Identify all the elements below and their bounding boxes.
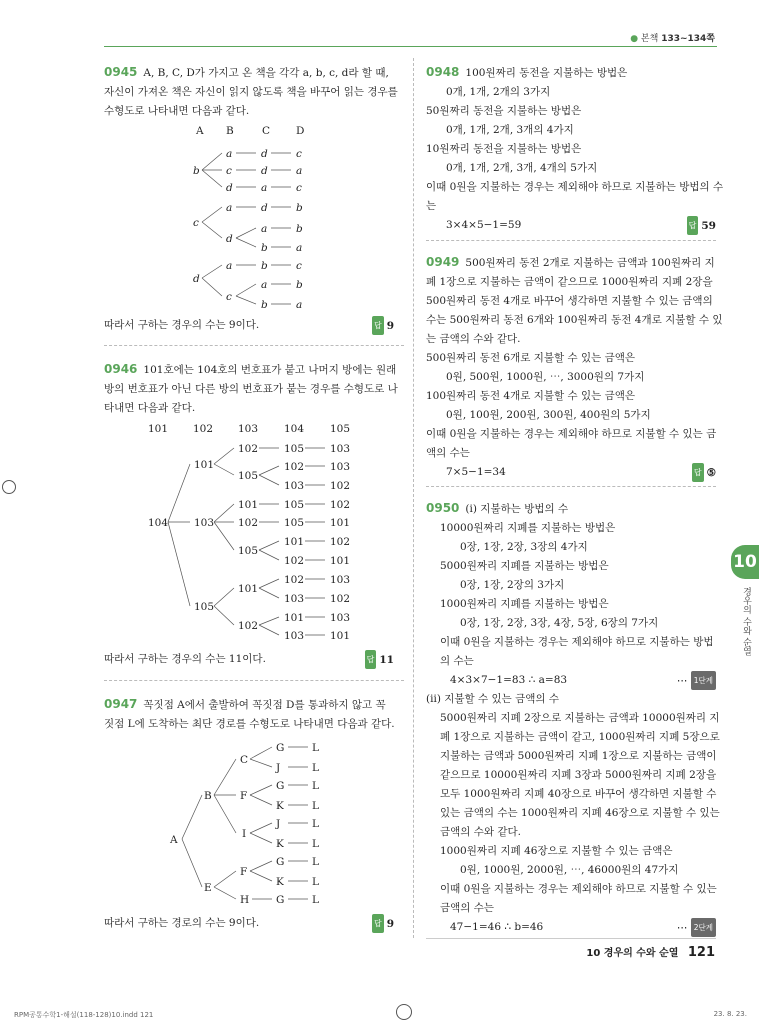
text-line: 0장, 1장, 2장의 3가지 [460, 579, 565, 591]
svg-text:d: d [226, 233, 233, 245]
svg-text:L: L [312, 818, 319, 830]
svg-text:101: 101 [148, 423, 169, 435]
svg-text:d: d [261, 165, 268, 177]
section-divider [426, 486, 716, 487]
svg-text:G: G [276, 742, 285, 754]
svg-text:102: 102 [284, 461, 305, 473]
svg-text:a: a [261, 182, 268, 194]
col-header: D [296, 125, 305, 137]
text-line: 0개, 1개, 2개, 3개의 4가지 [446, 124, 574, 136]
text-line: 금액의 수와 같다. [440, 826, 522, 838]
svg-text:K: K [276, 838, 284, 850]
text-line: A, B, C, D가 가지고 온 책을 각각 a, b, c, d라 할 때, [143, 67, 389, 79]
col-header: C [262, 125, 271, 137]
step-badge: 2단계 [691, 918, 716, 937]
svg-text:103: 103 [330, 461, 351, 473]
svg-text:a: a [296, 165, 303, 177]
svg-text:a: a [226, 148, 233, 160]
problem-0946 [104, 360, 404, 418]
problem-number: 0950 [426, 501, 460, 515]
svg-text:F: F [240, 866, 248, 878]
answer-badge: 답 [372, 914, 384, 933]
chapter-tab-number: 10 [731, 545, 759, 579]
text-line: 0개, 1개, 2개의 3가지 [446, 86, 551, 98]
text-line: 0장, 1장, 2장, 3장, 4장, 5장, 6장의 7가지 [460, 617, 659, 629]
svg-text:L: L [312, 838, 319, 850]
svg-text:E: E [204, 882, 212, 894]
text-line: 0원, 1000원, 2000원, ⋯, 46000원의 47가지 [460, 864, 679, 876]
answer-value: 59 [701, 220, 716, 232]
svg-text:A: A [170, 834, 178, 846]
svg-text:J: J [276, 818, 281, 830]
svg-text:102: 102 [238, 443, 259, 455]
svg-text:101: 101 [284, 612, 305, 624]
page-number: 121 [687, 945, 715, 960]
svg-text:b: b [296, 279, 303, 291]
svg-text:105: 105 [330, 423, 351, 435]
text-line: 꼭짓점 A에서 출발하여 꼭짓점 D를 통과하지 않고 꼭 [143, 699, 386, 711]
text-line: 지불하는 금액과 5000원짜리 지폐 1장으로 지불하는 금액이 [440, 750, 717, 762]
svg-text:102: 102 [330, 536, 351, 548]
equation: 7×5−1=34 [446, 466, 506, 478]
svg-text:G: G [276, 894, 285, 906]
text-line: 자신이 가져온 책은 자신이 읽지 않도록 책을 바꾸어 읽는 경우를 [104, 86, 398, 98]
svg-text:102: 102 [330, 480, 351, 492]
svg-text:104: 104 [284, 423, 305, 435]
text-line: 폐 1장으로 지불하는 금액이 같으므로 1000원짜리 지폐 2장을 [426, 276, 713, 288]
text-line: 짓점 L에 도착하는 최단 경로를 수형도로 나타내면 다음과 같다. [104, 718, 395, 730]
text-line: 0원, 100원, 200원, 300원, 400원의 5가지 [446, 409, 651, 421]
conclusion-0945 [104, 316, 394, 335]
header-page-ref [630, 31, 715, 44]
svg-text:103: 103 [238, 423, 259, 435]
text-line: 500원짜리 동전 2개로 지불하는 금액과 100원짜리 지 [465, 257, 715, 269]
text-line: 이때 0원을 지불하는 경우는 제외해야 하므로 지불할 수 있는 금 [426, 428, 717, 440]
answer-value: 9 [386, 918, 394, 930]
svg-text:c: c [193, 217, 199, 229]
svg-text:105: 105 [284, 443, 305, 455]
svg-text:104: 104 [148, 517, 169, 529]
svg-text:d: d [261, 148, 268, 160]
text-line: (ⅱ) 지불할 수 있는 금액의 수 [426, 693, 560, 705]
text-line: 100원짜리 동전을 지불하는 방법은 [465, 67, 628, 79]
conclusion-0946 [104, 650, 394, 669]
svg-text:L: L [312, 876, 319, 888]
problem-0945 [104, 63, 404, 121]
text-line: 50원짜리 동전을 지불하는 방법은 [426, 105, 582, 117]
svg-text:H: H [240, 894, 250, 906]
text-line: 이때 0원을 지불하는 경우는 제외해야 하므로 지불할 수 있는 [440, 883, 717, 895]
svg-text:c: c [296, 182, 302, 194]
text-line: 액의 수는 [426, 447, 470, 459]
svg-text:102: 102 [193, 423, 214, 435]
svg-text:L: L [312, 894, 319, 906]
col-header: A [196, 125, 204, 137]
svg-text:G: G [276, 856, 285, 868]
text-line: 같으므로 10000원짜리 지폐 3장과 5000원짜리 지폐 2장을 [440, 769, 717, 781]
svg-text:K: K [276, 800, 284, 812]
svg-text:102: 102 [330, 499, 351, 511]
svg-text:101: 101 [330, 517, 351, 529]
svg-text:103: 103 [284, 630, 305, 642]
conclusion-text: 따라서 구하는 경우의 수는 9이다. [104, 319, 260, 331]
section-divider [426, 240, 716, 241]
answer-badge: 답 [692, 463, 704, 482]
date-text: 23. 8. 23. [713, 1010, 747, 1018]
text-line: 0개, 1개, 2개, 3개, 4개의 5가지 [446, 162, 598, 174]
column-divider [413, 58, 414, 938]
svg-text:b: b [261, 242, 268, 254]
text-line: 수는 500원짜리 동전 6개와 100원짜리 동전 4개로 지불할 수 있 [426, 314, 723, 326]
tree-diagram-0947 [104, 735, 404, 910]
conclusion-0947 [104, 914, 394, 933]
text-line: 모두 1000원짜리 지폐 40장으로 바꾸어 생각하면 지불할 수 [440, 788, 717, 800]
svg-text:c: c [296, 260, 302, 272]
problem-0948 [426, 63, 724, 235]
svg-text:a: a [296, 242, 303, 254]
svg-text:B: B [204, 790, 212, 802]
svg-text:c: c [226, 291, 232, 303]
file-name: RPM공통수학1-해설(118-128)10.indd 121 [14, 1011, 154, 1019]
svg-text:a: a [226, 202, 233, 214]
svg-text:G: G [276, 780, 285, 792]
svg-text:c: c [226, 165, 232, 177]
svg-text:F: F [240, 790, 248, 802]
equation: 3×4×5−1=59 [446, 219, 522, 231]
text-line: 5000원짜리 지폐를 지불하는 방법은 [440, 560, 609, 572]
svg-text:b: b [296, 202, 303, 214]
registration-mark-icon [396, 1004, 412, 1020]
svg-text:a: a [261, 279, 268, 291]
problem-number: 0948 [426, 65, 460, 79]
answer-badge: 답 [372, 316, 384, 335]
svg-text:105: 105 [284, 517, 305, 529]
svg-text:105: 105 [238, 545, 259, 557]
answer-value: 9 [386, 320, 394, 332]
svg-text:101: 101 [330, 630, 351, 642]
print-date [714, 1010, 747, 1018]
text-line: 0장, 1장, 2장, 3장의 4가지 [460, 541, 588, 553]
svg-text:L: L [312, 780, 319, 792]
text-line: 0원, 500원, 1000원, ⋯, 3000원의 7가지 [446, 371, 645, 383]
svg-text:103: 103 [330, 443, 351, 455]
page-range: 133~134쪽 [661, 34, 715, 44]
problem-0950: 0950 (ⅰ) 지불하는 방법의 수 10000원짜리 지폐를 지불하는 방법은 0장, 1장, 2장, 3장의 4가지 5000원짜리 지폐를 지불하는 방법은 0장, 1장, 2장의 3가지 1000원짜리 지폐를 지불하는 방법은 0장, 1장, 2장, 3장, 4장, 5장, 6장의 7가지 이때 0원을 지불하는 경우는 제외해야 하므로 지불하는 방법 의 수는 4×3×7−1=83 ∴ a=83 ⋯ 1단계 (ⅱ) 지불할 수 있는 금액의 수 5000원짜리 지폐 2장으로 지불하는 금액과 10000원짜리 지 폐 1장으로 지불하는 금액이 같고, 1000원짜리 지폐 5장으로 지불하는 금액과 5000원짜리 지폐 1장으로 지불하는 금액이 같으므로 10000원짜리 지폐 3장과 5000원짜리 지폐 2장을 모두 1000원짜리 지폐 40장으로 바꾸어 생각하면 지불할 수 있는 금액의 수는 1000원짜리 지폐 46장으로 지불할 수 있는 금액의 수와 같다. 1000원짜리 지폐 46장으로 지불할 수 있는 금액은 0원, 1000원, 2000원, ⋯, 46000원의 47가지 이때 0원을 지불하는 경우는 제외해야 하므로 지불할 수 있는 금액의 수는 47−1=46 ∴ b=46 ⋯ 2단계 [426, 499, 716, 937]
equation: 47−1=46 ∴ b=46 [450, 921, 544, 933]
problem-number: 0946 [104, 362, 138, 376]
text-line: 의 수는 [440, 655, 474, 667]
text-line: 수형도로 나타내면 다음과 같다. [104, 105, 250, 117]
header-rule [104, 46, 717, 47]
svg-text:a: a [261, 223, 268, 235]
col-header: B [226, 125, 234, 137]
bullet-icon: ● [630, 34, 639, 44]
text-line: 5000원짜리 지폐 2장으로 지불하는 금액과 10000원짜리 지 [440, 712, 720, 724]
footer-page [586, 944, 715, 960]
tree-diagram-0945 [104, 120, 404, 315]
svg-text:d: d [226, 182, 233, 194]
svg-text:103: 103 [284, 480, 305, 492]
conclusion-text: 따라서 구하는 경우의 수는 11이다. [104, 653, 266, 665]
conclusion-text: 따라서 구하는 경로의 수는 9이다. [104, 917, 260, 929]
svg-text:105: 105 [238, 470, 259, 482]
problem-number: 0949 [426, 255, 460, 269]
problem-0947 [104, 695, 404, 734]
section-divider [104, 680, 404, 681]
text-line: 금액의 수는 [440, 902, 495, 914]
svg-text:L: L [312, 762, 319, 774]
footer-rule [426, 938, 716, 939]
text-line: 10000원짜리 지폐를 지불하는 방법은 [440, 522, 616, 534]
problem-0949 [426, 253, 723, 482]
text-line: (ⅰ) 지불하는 방법의 수 [465, 503, 569, 515]
svg-text:102: 102 [284, 574, 305, 586]
text-line: 이때 0원을 지불하는 경우는 제외해야 하므로 지불하는 방법 [440, 636, 714, 648]
text-line: 10원짜리 동전을 지불하는 방법은 [426, 143, 582, 155]
text-line: 500원짜리 동전 4개로 바꾸어 생각하면 지불할 수 있는 금액의 [426, 295, 713, 307]
text-line: 101호에는 104호의 번호표가 붙고 나머지 방에는 원래 [143, 364, 397, 376]
svg-text:c: c [296, 148, 302, 160]
svg-text:d: d [193, 273, 200, 285]
svg-text:K: K [276, 876, 284, 888]
svg-text:101: 101 [330, 555, 351, 567]
svg-text:101: 101 [284, 536, 305, 548]
svg-text:102: 102 [284, 555, 305, 567]
svg-text:105: 105 [194, 601, 215, 613]
chapter-tab-title: 경우의 수와 순열 [741, 587, 751, 656]
answer-value: 11 [379, 654, 394, 666]
problem-number: 0947 [104, 697, 138, 711]
svg-text:103: 103 [330, 574, 351, 586]
tree-diagram-0946 [104, 418, 404, 648]
book-label: 본책 [640, 34, 659, 44]
footer-chapter: 10 경우의 수와 순열 [586, 948, 679, 959]
registration-mark-icon [2, 480, 16, 494]
text-line: 방의 번호표가 아닌 다른 방의 번호표가 붙는 경우를 수형도로 나 [104, 383, 398, 395]
text-line: 500원짜리 동전 6개로 지불할 수 있는 금액은 [426, 352, 636, 364]
text-line: 는 [426, 200, 437, 212]
chapter-tab[interactable] [731, 545, 759, 675]
svg-text:103: 103 [284, 593, 305, 605]
text-line: 타내면 다음과 같다. [104, 402, 196, 414]
svg-text:105: 105 [284, 499, 305, 511]
svg-text:b: b [261, 299, 268, 311]
svg-text:a: a [226, 260, 233, 272]
text-line: 1000원짜리 지폐 46장으로 지불할 수 있는 금액은 [440, 845, 673, 857]
svg-text:102: 102 [238, 517, 259, 529]
svg-text:L: L [312, 800, 319, 812]
text-line: 폐 1장으로 지불하는 금액이 같고, 1000원짜리 지폐 5장으로 [440, 731, 720, 743]
svg-text:102: 102 [330, 593, 351, 605]
text-line: 1000원짜리 지폐를 지불하는 방법은 [440, 598, 609, 610]
svg-text:C: C [240, 754, 249, 766]
svg-text:d: d [261, 202, 268, 214]
svg-text:L: L [312, 742, 319, 754]
svg-text:b: b [296, 223, 303, 235]
problem-number: 0945 [104, 65, 138, 79]
svg-text:103: 103 [330, 612, 351, 624]
svg-text:a: a [296, 299, 303, 311]
text-line: 100원짜리 동전 4개로 지불할 수 있는 금액은 [426, 390, 636, 402]
svg-text:101: 101 [238, 499, 259, 511]
svg-text:b: b [261, 260, 268, 272]
svg-text:J: J [276, 762, 281, 774]
answer-value: ⑤ [706, 467, 716, 479]
answer-badge: 답 [687, 216, 699, 235]
svg-text:102: 102 [238, 620, 259, 632]
equation: 4×3×7−1=83 ∴ a=83 [450, 674, 568, 686]
svg-text:L: L [312, 856, 319, 868]
svg-text:101: 101 [238, 583, 259, 595]
print-slug [14, 1010, 153, 1020]
svg-text:b: b [193, 165, 200, 177]
svg-text:103: 103 [194, 517, 215, 529]
section-divider [104, 345, 404, 346]
text-line: 는 금액의 수와 같다. [426, 333, 521, 345]
text-line: 있는 금액의 수는 1000원짜리 지폐 46장으로 지불할 수 있는 [440, 807, 720, 819]
step-badge: 1단계 [691, 671, 716, 690]
text-line: 이때 0원을 지불하는 경우는 제외해야 하므로 지불하는 방법의 수 [426, 181, 724, 193]
svg-text:101: 101 [194, 459, 215, 471]
svg-text:I: I [242, 828, 247, 840]
answer-badge: 답 [365, 650, 377, 669]
